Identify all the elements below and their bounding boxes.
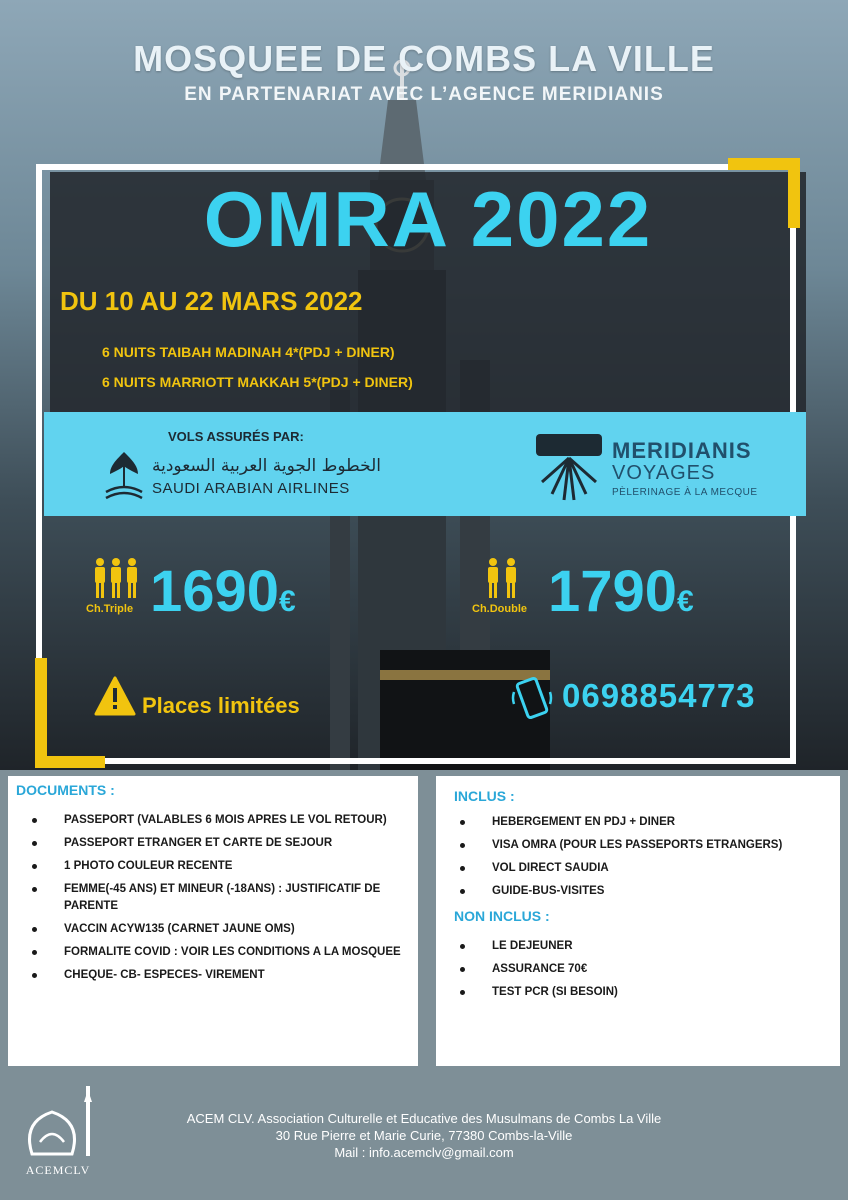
price-currency: € [279, 585, 296, 618]
limited-places-text: Places limitées [142, 693, 300, 718]
documents-heading: DOCUMENTS : [16, 782, 115, 798]
agency-tagline: PÈLERINAGE À LA MECQUE [612, 487, 758, 498]
phone-icon [510, 674, 554, 722]
page-subtitle: EN PARTENARIAT AVEC L’AGENCE MERIDIANIS [184, 84, 664, 105]
agency-name: MERIDIANIS [612, 438, 752, 463]
offer-dates: DU 10 AU 22 MARS 2022 [60, 286, 363, 316]
included-heading: INCLUS : [454, 788, 515, 804]
corner-accent [35, 658, 47, 766]
list-item: ASSURANCE 70€ [436, 961, 836, 978]
list-item: FEMME(-45 ANS) ET MINEUR (-18ANS) : JUSTIFICATIF DE PARENTE [8, 881, 408, 915]
not-included-list [436, 938, 836, 1007]
offer-title: OMRA 2022 [203, 175, 653, 263]
list-item: TEST PCR (SI BESOIN) [436, 984, 836, 1001]
included-card [436, 776, 840, 1066]
not-included-heading: NON INCLUS : [454, 908, 550, 924]
price-double [548, 558, 694, 625]
list-item: GUIDE-BUS-VISITES [436, 883, 836, 900]
list-item: PASSEPORT ETRANGER ET CARTE DE SEJOUR [8, 835, 408, 852]
list-item: CHEQUE- CB- ESPECES- VIREMENT [8, 967, 408, 984]
double-room-icon [485, 556, 519, 600]
price-currency: € [677, 585, 694, 618]
flights-label: VOLS ASSURÉS PAR: [168, 429, 304, 444]
price-amount: 1690 [150, 559, 280, 624]
airline-arabic-name: الخطوط الجوية العربية السعودية [152, 456, 381, 476]
stay-makkah: 6 NUITS MARRIOTT MAKKAH 5*(PDJ + DINER) [102, 374, 413, 390]
page-title: MOSQUEE DE COMBS LA VILLE [133, 38, 715, 79]
meridianis-logo-icon [534, 432, 604, 502]
stay-madinah: 6 NUITS TAIBAH MADINAH 4*(PDJ + DINER) [102, 344, 395, 360]
list-item: VOL DIRECT SAUDIA [436, 860, 836, 877]
footer-address: 30 Rue Pierre et Marie Curie, 77380 Combs-la-Ville [275, 1128, 573, 1143]
documents-list [8, 812, 408, 990]
room-type-double: Ch.Double [472, 603, 527, 615]
list-item: VISA OMRA (POUR LES PASSEPORTS ETRANGERS) [436, 837, 836, 854]
list-item: FORMALITE COVID : VOIR LES CONDITIONS A LA MOSQUEE [8, 944, 408, 961]
included-list [436, 814, 836, 906]
footer-email[interactable]: Mail : info.acemclv@gmail.com [334, 1145, 514, 1160]
list-item: LE DEJEUNER [436, 938, 836, 955]
footer-association: ACEM CLV. Association Culturelle et Educative des Musulmans de Combs La Ville [186, 1111, 662, 1126]
corner-accent [35, 756, 105, 768]
triple-room-icon [92, 556, 140, 600]
airline-name: SAUDI ARABIAN AIRLINES [152, 480, 350, 497]
warning-icon [94, 676, 136, 716]
documents-card [8, 776, 418, 1066]
list-item: HEBERGEMENT EN PDJ + DINER [436, 814, 836, 831]
price-triple [150, 558, 296, 625]
list-item: PASSEPORT (VALABLES 6 MOIS APRES LE VOL RETOUR) [8, 812, 408, 829]
phone-number[interactable]: 0698854773 [562, 677, 756, 714]
list-item: 1 PHOTO COULEUR RECENTE [8, 858, 408, 875]
list-item: VACCIN ACYW135 (CARNET JAUNE OMS) [8, 921, 408, 938]
logo-text: ACEMCLV [25, 1163, 91, 1177]
room-type-triple: Ch.Triple [86, 603, 134, 615]
agency-sub: VOYAGES [612, 462, 716, 484]
saudia-logo-icon [100, 448, 148, 504]
price-amount: 1790 [548, 559, 678, 624]
